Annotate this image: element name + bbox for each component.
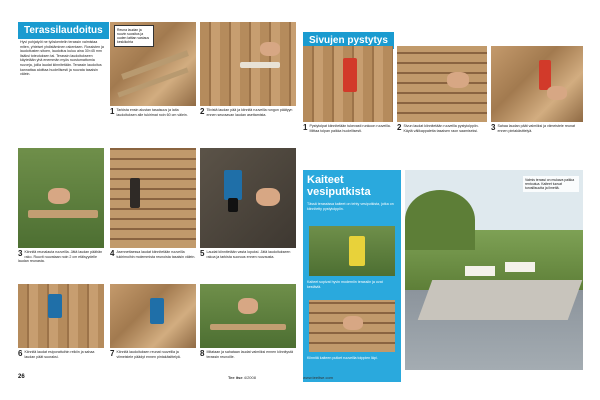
caption-side-3: 3 Sahaa laudan päät valmiiksi ja viimeistele reunat ennen pintakäsittelyä.: [491, 123, 575, 133]
photo-step-4: [110, 148, 196, 248]
caption-step-3: 3 Kiinnitä reunalauta ruuveilla. Jätä laudan päähän rako. Ruuvit ruuvataan noin 2 cm etäisyydelle laudan reunasta.: [18, 249, 103, 264]
tip-title: Kaiteet vesiputkista: [307, 174, 371, 198]
tip-text-1: Tässä terassissa kaiteet on tehty vesiputkista, jotka on kiinnitetty pystytolppiin.: [307, 202, 394, 211]
right-page: [303, 22, 583, 382]
photo-step-2: [200, 22, 296, 106]
caption-step-5: 5 Laudat kiinnitetään vasta lopuksi. Jätä laudoitukseen rakoa ja tarkista suoruus ennen ruuvausta.: [200, 249, 291, 259]
tip-text-3: Kiinnitä kaiteen putket ruuveilla tolppien läpi.: [307, 356, 378, 360]
caption-step-7: 7 Kiinnitä laudoituksen reunat ruuveilla ja viimeistele päädyt ennen pintakäsittelyä.: [110, 349, 181, 359]
tip-photo-1: [309, 226, 395, 276]
photo-step-8: [200, 284, 296, 348]
section-title-sides: Sivujen pystytys: [303, 32, 394, 49]
section-title-deck: Terassilaudoitus: [18, 22, 109, 39]
caption-step-8: 8 Mitataan ja sahataan laudat valmiiksi ennen kiinnitystä terassin reunoille.: [200, 349, 293, 359]
page-number-left: 26: [18, 374, 25, 380]
caption-side-1: 1 Pystytolpat kiinnitetään tukevasti runkoon ruuveilla. Mittaa tolpan paikka huolellisesti.: [303, 123, 391, 133]
photo-side-1: [303, 46, 393, 122]
magazine-spread: [18, 22, 583, 382]
photo-finished-terrace: [405, 170, 583, 370]
tip-box-railings: [303, 170, 401, 382]
caption-side-2: 2 Sivun laudat kiinnitetään ruuveilla pystytolppiin. Käytä välikappaletta tasaisen raon saamiseksi.: [397, 123, 479, 133]
caption-step-2: 2 Tiivistä laudan pää ja kiinnitä ruuveilla rungon päätyyn ennen seuraavan laudan asettamista.: [200, 107, 293, 117]
footer-left: Tee itse 4/2008: [228, 375, 256, 380]
tip-text-2: Kaiteet sopivat hyvin moderniin terassiin ja ovat kestäviä.: [307, 280, 383, 289]
photo-callout: Reuna laudan ja ruuvin suositus ja uuden lattian vastaus keskikohta: [114, 25, 154, 47]
photo-side-2: [397, 46, 487, 122]
photo-step-3: [18, 148, 104, 248]
left-page: [18, 22, 298, 382]
caption-step-6: 6 Kiinnitä laudat esiporattuihin reikiin ja sahaa laudan päät suoraksi.: [18, 349, 95, 359]
tip-photo-2: [309, 300, 395, 352]
caption-step-1: 1 Tarkista ensin alustan tasaisuus ja laita laudoituksen alle tukirimat noin 60 cm välein.: [110, 107, 188, 117]
footer-right: www.teeitse.com: [303, 375, 334, 380]
photo-step-5: [200, 148, 296, 248]
photo-step-7: [110, 284, 196, 348]
caption-step-4: 4 Asennettaessa laudat kiinnitetään ruuveilla tukirimoihin molemmista reunoista tasaisin välein.: [110, 249, 196, 259]
photo-side-3: [491, 46, 583, 122]
photo-step-6: [18, 284, 104, 348]
photo-caption: Valmis terassi on mukava paikka rentoutua. Kaiteet tuovat turvallisuutta ja ilmettä.: [523, 176, 579, 192]
intro-text: Hyvi pohjatyöt ne työskentelin terassin valmistaa miten, yhteiset yhdistäminen rakentaen. Rossisten ja laudoitusten sitoen, laudoitus kuluu aina 30×45 mm lisäksi toteutuksen tai. Terassin laudoitukseen käytetään yhä enemmän myös ruostumattomia ruuveja, joilla laudat kiinnitetään. Terassin laudoitus kannattaa aloittaa huolellisesti ja ruuvata tasaisin välein.: [20, 40, 104, 77]
photo-step-1: [110, 22, 196, 106]
